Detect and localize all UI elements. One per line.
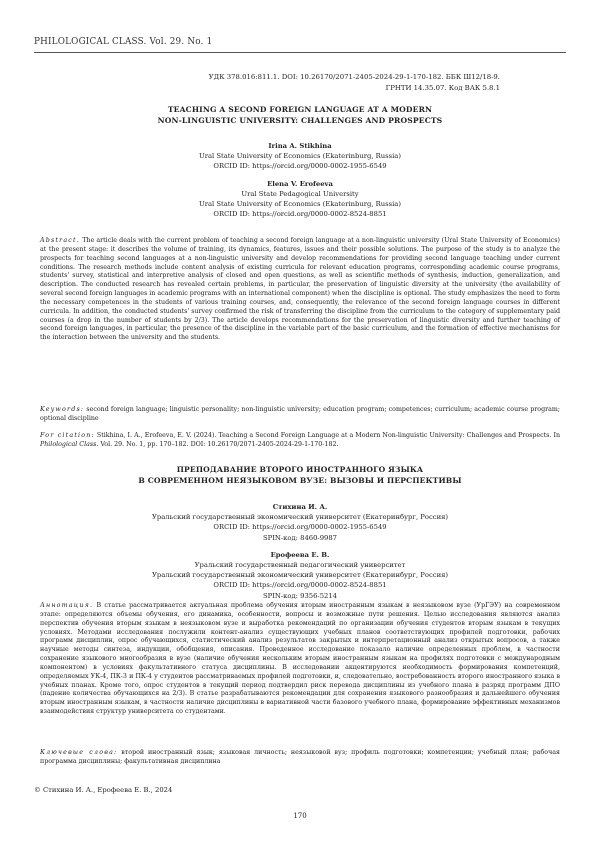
classification-line: ГРНТИ 14.35.07. Код ВАК 5.8.1 [385,83,500,92]
author-name: Elena V. Erofeeva [267,179,333,188]
keywords-label: Keywords: [40,406,85,413]
abstract-label: Abstract. [40,237,80,244]
author-block [34,141,566,172]
english-authors [34,141,566,226]
author-name: Стихина И. А. [272,503,328,511]
running-head: PHILOLOGICAL CLASS. Vol. 29. No. 1 [34,37,213,47]
russian-title [34,464,566,486]
author-name: Ерофеева Е. В. [270,550,330,559]
english-keywords [40,406,560,424]
citation-label: For citation: [40,432,95,439]
title-line: В СОВРЕМЕННОМ НЕЯЗЫКОВОМ ВУЗЕ: ВЫЗОВЫ И ПЕРСПЕКТИВЫ [138,476,462,485]
page-number: 170 [293,812,307,820]
citation-journal: Philological Class [40,440,97,448]
russian-authors [34,502,566,608]
author-affiliation: Уральский государственный экономический университет (Екатеринбург, Россия) [151,571,449,580]
abstract-label: Аннотация. [40,602,94,609]
author-block [34,179,566,220]
citation [40,432,560,450]
author-block [34,502,566,543]
classification-codes [200,72,500,93]
author-orcid: ORCID ID: https://orcid.org/0000-0002-8524-8851 [213,581,387,590]
russian-abstract [40,602,560,717]
english-abstract [40,237,560,343]
author-block [34,550,566,601]
author-affiliation: Уральский государственный педагогический университет [194,561,406,570]
author-spin: SPIN-код: 8460-9987 [262,533,338,542]
header-rule [34,52,566,53]
author-orcid: ORCID ID: https://orcid.org/0000-0002-1955-6549 [213,523,387,532]
citation-text: Stikhina, I. A., Erofeeva, E. V. (2024). Teaching a Second Foreign Language at a Modern Non-linguistic University: Challenges and Prospects. In [96,432,560,439]
english-title [34,104,566,126]
title-line: TEACHING A SECOND FOREIGN LANGUAGE AT A MODERN [167,105,433,114]
russian-keywords [40,749,560,767]
copyright: © Стихина И. А., Ерофеева Е. В., 2024 [34,786,173,794]
abstract-text: The article deals with the current problem of teaching a second foreign language at a non-linguistic university (Ural State University of Economics) at the present stage: it describes the volume of training, its dynamics, features, issues and their possible solutions. The purpose of the study is to analyze the prospects for teaching second languages at a non-linguistic university and develop recommendations for providing second language teaching under current conditions. The research methods include content analysis of existing curricula for relevant education programs, corresponding academic course programs, students' survey, statistical and interpretive analysis of closed and open questions, as well as scientific methods of synthesis, induction, generalization, and description. The conducted research has revealed certain problems, in particular, the preservation of linguistic diversity at the university (the availability of several second foreign languages in academic programs with an international component) when the discipline is optional. The study emphasizes the need to form the necessary competences in the students of various training courses, and, consequently, the relevance of the second foreign language courses in different curricula. In addition, the conducted students' survey confirmed the risk of transferring the discipline from the curriculum to the category of supplementary paid courses (a drop in the number of students by 2/3). The article develops recommendations for the preservation of linguistic diversity and further teaching of second foreign languages, in particular, the presence of the discipline in the variable part of the basic curriculum, and the formation of effective mechanisms for the interaction between the university and the students. [40,237,560,342]
keywords-text: второй иностранный язык; языковая личность; неязыковой вуз; профиль подготовки; компетенции; учебный план; рабочая программа дисциплины; факультативная дисциплина [40,749,560,765]
keywords-label: Ключевые слова: [40,749,118,756]
author-affiliation: Ural State Pedagogical University [241,189,359,198]
abstract-text: В статье рассматривается актуальная проблема обучения вторым иностранным языкам в неязыковом вузе (УрГЭУ) на современном этапе: определяются объемы обучения, его динамика, особенности, вопросы и возможные пути решения. Целью исследования являются анализ перспектив обучения вторым языкам в неязыковом вузе и выработка рекомендаций по организации обучения студентов вторым языкам в текущих условиях. Методами исследования послужили контент-анализ существующих учебных планов соответствующих профилей подготовки, рабочих программ дисциплин, опрос обучающихся, статистический анализ результатов закрытых и интерпретационный анализ открытых вопросов, а также научные методы синтеза, индукции, обобщения, описания. Проведенное исследование показало наличие определенных проблем, в частности сохранение языкового многообразия в вузе (наличие обучения нескольким вторым иностранным языкам на профилях подготовки с международным компонентом) в условиях факультативного статуса дисциплины. В исследовании акцентируются необходимость формирования компетенций, определяемых УК-4, ПК-3 и ПК-4 у студентов рассматриваемых профилей подготовки, и, следовательно, востребованность второго иностранного языка в учебных планах. Кроме того, опрос студентов в текущий период подтвердил риск перевода дисциплины из учебного плана в разряд программ ДПО (падение количества обучающихся на 2/3). В статье разрабатываются рекомендации для сохранения языкового разнообразия и дальнейшего обучения вторым иностранным языкам, в частности наличие дисциплины в вариативной части базового учебного плана, формирование эффективных механизмов взаимодействия структур университета со студентами. [40,602,560,716]
title-line: ПРЕПОДАВАНИЕ ВТОРОГО ИНОСТРАННОГО ЯЗЫКА [176,465,424,474]
author-orcid: ORCID ID: https://orcid.org/0000-0002-1955-6549 [213,162,387,171]
author-name: Irina A. Stikhina [268,142,332,150]
author-affiliation: Ural State University of Economics (Ekaterinburg, Russia) [198,152,401,161]
author-spin: SPIN-код: 9356-5214 [262,591,338,600]
keywords-text: second foreign language; linguistic personality; non-linguistic university; education program; competences; curriculum; academic course program; optional discipline [40,406,560,422]
classification-line: УДК 378.016:811.1. DOI: 10.26170/2071-2405-2024-29-1-170-182. ББК Ш12/18-9. [208,73,500,81]
author-orcid: ORCID ID: https://orcid.org/0000-0002-8524-8851 [213,210,387,219]
author-affiliation: Ural State University of Economics (Ekaterinburg, Russia) [198,200,401,209]
citation-details: . Vol. 29. No. 1, pp. 170–182. DOI: 10.26170/2071-2405-2024-29-1-170-182. [96,440,339,448]
author-affiliation: Уральский государственный экономический университет (Екатеринбург, Россия) [151,513,449,522]
title-line: NON-LINGUISTIC UNIVERSITY: CHALLENGES AND PROSPECTS [157,116,443,125]
